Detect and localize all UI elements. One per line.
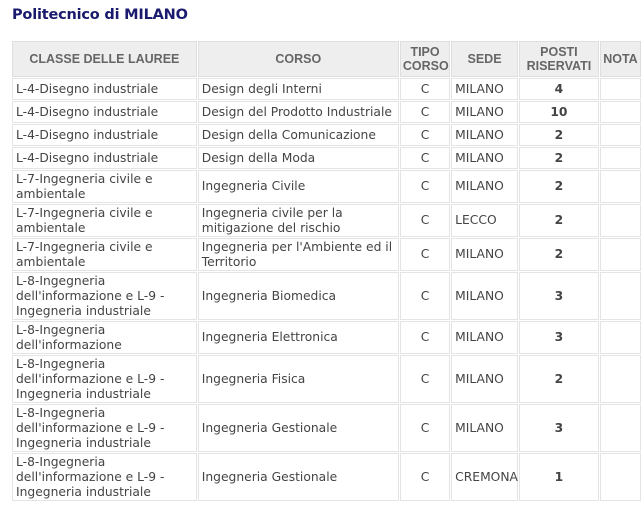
cell-tipo: C <box>400 204 450 237</box>
table-row <box>12 453 641 501</box>
cell-classe: L-4-Disegno industriale <box>12 78 197 100</box>
cell-corso: Ingegneria Civile <box>198 170 399 203</box>
cell-tipo: C <box>400 272 450 320</box>
cell-sede: LECCO <box>451 204 518 237</box>
header-classe: CLASSE DELLE LAUREE <box>12 41 197 77</box>
cell-sede: MILANO <box>451 101 518 123</box>
table-row <box>12 124 641 146</box>
cell-nota <box>600 453 641 501</box>
cell-corso: Ingegneria per l'Ambiente ed il Territorio <box>198 238 399 271</box>
cell-sede: MILANO <box>451 170 518 203</box>
cell-nota <box>600 147 641 169</box>
cell-tipo: C <box>400 78 450 100</box>
cell-corso: Ingegneria civile per la mitigazione del rischio <box>198 204 399 237</box>
cell-sede: MILANO <box>451 355 518 403</box>
cell-posti: 2 <box>519 124 599 146</box>
cell-corso: Design del Prodotto Industriale <box>198 101 399 123</box>
cell-nota <box>600 101 641 123</box>
cell-nota <box>600 78 641 100</box>
cell-classe: L-7-Ingegneria civile e ambientale <box>12 238 197 271</box>
header-posti-line1: POSTI <box>540 45 578 59</box>
cell-corso: Ingegneria Biomedica <box>198 272 399 320</box>
cell-posti: 2 <box>519 170 599 203</box>
cell-corso: Design della Moda <box>198 147 399 169</box>
table-row <box>12 272 641 320</box>
cell-posti: 1 <box>519 453 599 501</box>
table-row <box>12 170 641 203</box>
cell-classe: L-4-Disegno industriale <box>12 101 197 123</box>
table-row <box>12 204 641 237</box>
cell-classe: L-8-Ingegneria dell'informazione <box>12 321 197 354</box>
table-row <box>12 238 641 271</box>
cell-sede: MILANO <box>451 147 518 169</box>
cell-sede: MILANO <box>451 321 518 354</box>
cell-nota <box>600 272 641 320</box>
cell-corso: Ingegneria Gestionale <box>198 404 399 452</box>
cell-nota <box>600 404 641 452</box>
cell-tipo: C <box>400 238 450 271</box>
header-tipo-line2: CORSO <box>402 59 449 73</box>
cell-sede: MILANO <box>451 272 518 320</box>
cell-corso: Ingegneria Fisica <box>198 355 399 403</box>
cell-sede: MILANO <box>451 238 518 271</box>
posti-table <box>11 40 642 502</box>
cell-posti: 2 <box>519 147 599 169</box>
cell-classe: L-4-Disegno industriale <box>12 124 197 146</box>
cell-corso: Design degli Interni <box>198 78 399 100</box>
cell-tipo: C <box>400 355 450 403</box>
table-row <box>12 147 641 169</box>
table-row <box>12 78 641 100</box>
cell-nota <box>600 355 641 403</box>
cell-posti: 3 <box>519 321 599 354</box>
cell-nota <box>600 321 641 354</box>
header-sede: SEDE <box>451 41 518 77</box>
cell-corso: Ingegneria Gestionale <box>198 453 399 501</box>
table-row <box>12 404 641 452</box>
table-row <box>12 101 641 123</box>
table-row <box>12 355 641 403</box>
cell-classe: L-8-Ingegneria dell'informazione e L-9 - Ingegneria industriale <box>12 355 197 403</box>
cell-posti: 2 <box>519 355 599 403</box>
cell-nota <box>600 124 641 146</box>
cell-tipo: C <box>400 170 450 203</box>
cell-corso: Design della Comunicazione <box>198 124 399 146</box>
header-nota: NOTA <box>600 41 641 77</box>
cell-posti: 2 <box>519 204 599 237</box>
cell-posti: 3 <box>519 272 599 320</box>
cell-tipo: C <box>400 147 450 169</box>
header-corso: CORSO <box>198 41 399 77</box>
cell-posti: 4 <box>519 78 599 100</box>
cell-tipo: C <box>400 101 450 123</box>
table-header-row <box>12 41 641 77</box>
cell-classe: L-7-Ingegneria civile e ambientale <box>12 204 197 237</box>
cell-classe: L-8-Ingegneria dell'informazione e L-9 - Ingegneria industriale <box>12 404 197 452</box>
cell-sede: CREMONA <box>451 453 518 501</box>
cell-tipo: C <box>400 124 450 146</box>
cell-posti: 3 <box>519 404 599 452</box>
cell-tipo: C <box>400 321 450 354</box>
cell-classe: L-8-Ingegneria dell'informazione e L-9 - Ingegneria industriale <box>12 453 197 501</box>
cell-tipo: C <box>400 453 450 501</box>
header-posti-line2: RISERVATI <box>526 59 592 73</box>
cell-nota <box>600 170 641 203</box>
cell-nota <box>600 204 641 237</box>
cell-sede: MILANO <box>451 404 518 452</box>
header-tipo-line1: TIPO <box>410 45 440 59</box>
header-posti-riservati <box>519 41 599 77</box>
cell-posti: 10 <box>519 101 599 123</box>
table-row <box>12 321 641 354</box>
page-title: Politecnico di MILANO <box>12 7 188 23</box>
cell-posti: 2 <box>519 238 599 271</box>
cell-sede: MILANO <box>451 78 518 100</box>
cell-classe: L-4-Disegno industriale <box>12 147 197 169</box>
cell-nota <box>600 238 641 271</box>
cell-sede: MILANO <box>451 124 518 146</box>
cell-classe: L-8-Ingegneria dell'informazione e L-9 - Ingegneria industriale <box>12 272 197 320</box>
header-tipo-corso <box>400 41 450 77</box>
cell-classe: L-7-Ingegneria civile e ambientale <box>12 170 197 203</box>
cell-tipo: C <box>400 404 450 452</box>
cell-corso: Ingegneria Elettronica <box>198 321 399 354</box>
